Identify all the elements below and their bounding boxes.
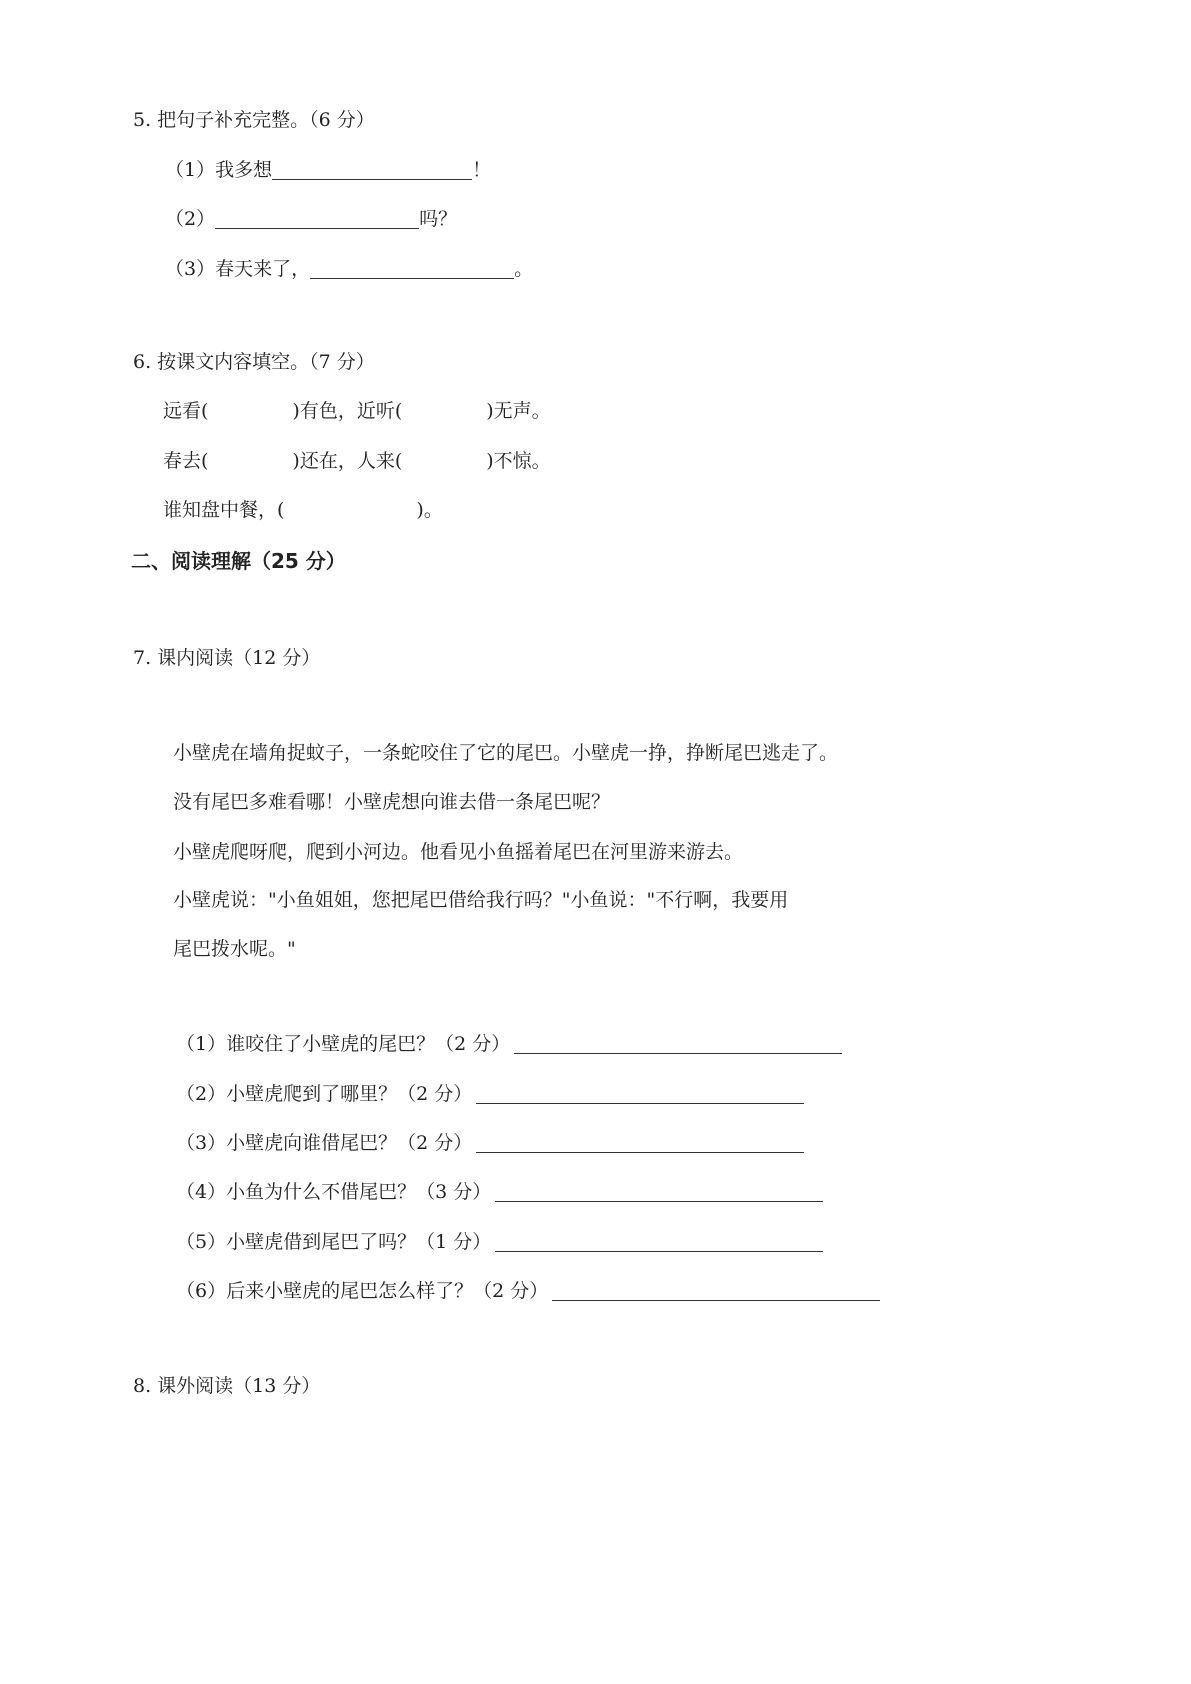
q5-item-2-prefix: （2） <box>165 208 216 230</box>
q5-item-1 <box>165 156 491 184</box>
q6-line-3-a: 谁知盘中餐，( <box>163 499 285 521</box>
q7-question-4-text: （4）小鱼为什么不借尾巴？（3 分） <box>176 1181 492 1203</box>
question-8-title: 8. 课外阅读（13 分） <box>133 1375 321 1397</box>
question-7-title: 7. 课内阅读（12 分） <box>133 647 321 669</box>
q6-line-3-b: )。 <box>416 499 443 521</box>
section-heading: 二、阅读理解（25 分） <box>131 549 346 573</box>
q7-question-2 <box>176 1080 804 1108</box>
passage-line-2: 没有尾巴多难看哪！小壁虎想向谁去借一条尾巴呢？ <box>173 791 611 813</box>
answer-blank[interactable] <box>272 161 472 180</box>
q7-question-1 <box>176 1030 842 1058</box>
q7-question-1-text: （1）谁咬住了小壁虎的尾巴？（2 分） <box>176 1033 511 1055</box>
question-6-title: 6. 按课文内容填空。（7 分） <box>133 351 375 373</box>
answer-blank[interactable] <box>514 1035 842 1054</box>
q6-line-2-c: )不惊。 <box>486 450 551 472</box>
q5-item-3-prefix: （3）春天来了， <box>165 258 311 280</box>
q5-item-1-prefix: （1）我多想 <box>165 159 273 181</box>
q6-line-2-b: )还在，人来( <box>292 450 403 472</box>
q5-item-2-suffix: 吗？ <box>419 208 458 230</box>
q5-item-3-suffix: 。 <box>514 258 534 280</box>
q6-line-1 <box>163 397 551 425</box>
q5-item-2 <box>165 205 457 233</box>
q7-question-3-text: （3）小壁虎向谁借尾巴？（2 分） <box>176 1132 473 1154</box>
q5-item-1-suffix: ！ <box>472 159 492 181</box>
passage-line-3: 小壁虎爬呀爬，爬到小河边。他看见小鱼摇着尾巴在河里游来游去。 <box>173 841 744 863</box>
passage-line-4: 小壁虎说："小鱼姐姐，您把尾巴借给我行吗？"小鱼说："不行啊，我要用 <box>173 889 789 911</box>
q7-question-6 <box>176 1277 880 1305</box>
answer-blank[interactable] <box>215 210 419 229</box>
answer-blank[interactable] <box>552 1282 880 1301</box>
q6-line-1-b: )有色，近听( <box>292 400 403 422</box>
q5-item-3 <box>165 255 533 283</box>
q7-question-3 <box>176 1129 804 1157</box>
answer-blank[interactable] <box>476 1134 804 1153</box>
q6-line-1-c: )无声。 <box>486 400 551 422</box>
answer-blank[interactable] <box>476 1085 804 1104</box>
q7-question-5-text: （5）小壁虎借到尾巴了吗？（1 分） <box>176 1231 492 1253</box>
q6-line-1-a: 远看( <box>163 400 209 422</box>
q7-question-5 <box>176 1228 823 1256</box>
question-5-title: 5. 把句子补充完整。（6 分） <box>133 109 375 131</box>
q7-question-4 <box>176 1178 823 1206</box>
answer-blank[interactable] <box>310 260 514 279</box>
q6-line-2-a: 春去( <box>163 450 209 472</box>
answer-blank[interactable] <box>495 1233 823 1252</box>
q6-line-3 <box>163 496 443 524</box>
q7-question-6-text: （6）后来小壁虎的尾巴怎么样了？（2 分） <box>176 1280 549 1302</box>
passage-line-5: 尾巴拨水呢。" <box>173 938 296 960</box>
q6-line-2 <box>163 447 551 475</box>
q7-question-2-text: （2）小壁虎爬到了哪里？（2 分） <box>176 1083 473 1105</box>
passage-line-1: 小壁虎在墙角捉蚊子，一条蛇咬住了它的尾巴。小壁虎一挣，挣断尾巴逃走了。 <box>173 742 839 764</box>
answer-blank[interactable] <box>495 1183 823 1202</box>
